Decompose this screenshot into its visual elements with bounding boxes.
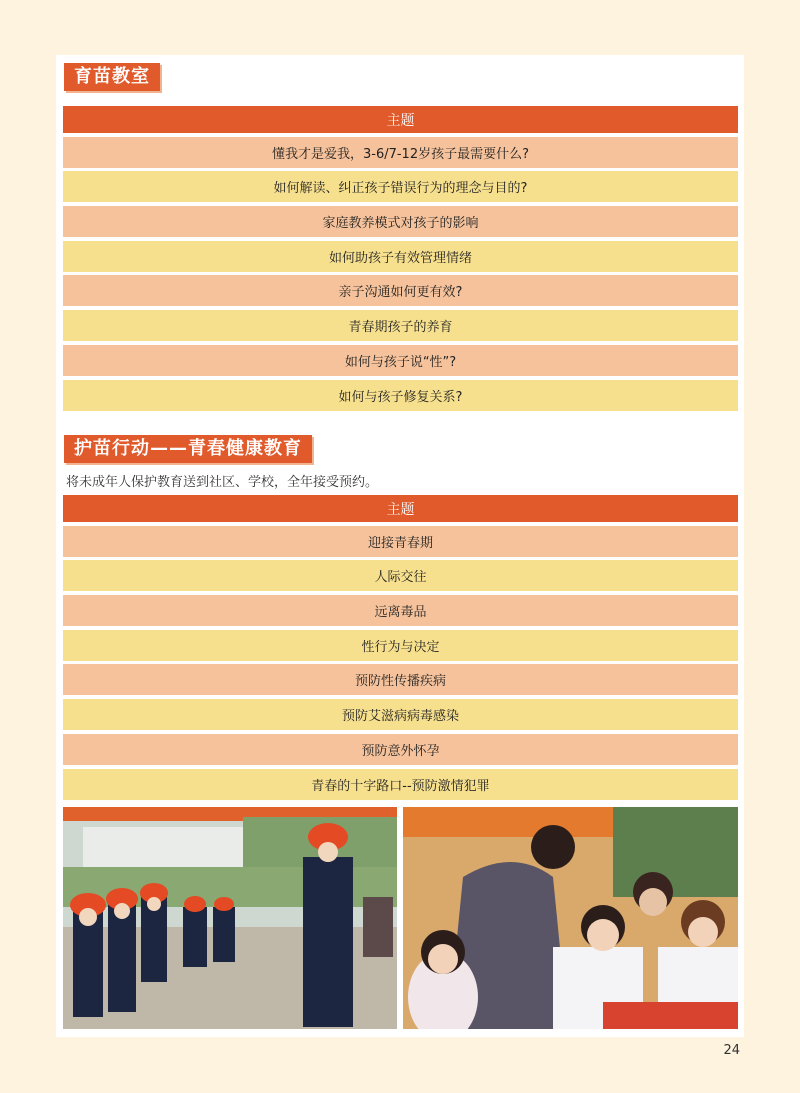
table-row: 亲子沟通如何更有效?	[63, 275, 738, 306]
page-number: 24	[723, 1043, 740, 1058]
table-row: 如何解读、纠正孩子错误行为的理念与目的?	[63, 171, 738, 202]
page-sheet	[56, 55, 744, 1037]
section2-title: 护苗行动——青春健康教育	[64, 435, 312, 463]
section1-title: 育苗教室	[64, 63, 160, 91]
table-row: 如何与孩子说“性”?	[63, 345, 738, 376]
table-row: 青春的十字路口--预防激情犯罪	[63, 769, 738, 800]
table-row: 如何与孩子修复关系?	[63, 380, 738, 411]
section2-table	[63, 495, 738, 803]
table-row: 预防艾滋病病毒感染	[63, 699, 738, 730]
table-row: 迎接青春期	[63, 526, 738, 557]
section1-table-header: 主题	[63, 106, 738, 133]
table-row: 家庭教养模式对孩子的影响	[63, 206, 738, 237]
table-row: 懂我才是爱我，3-6/7-12岁孩子最需要什么?	[63, 137, 738, 168]
table-row: 性行为与决定	[63, 630, 738, 661]
section2-intro: 将未成年人保护教育送到社区、学校，全年接受预约。	[66, 475, 379, 490]
table-row: 人际交往	[63, 560, 738, 591]
table-row: 预防意外怀孕	[63, 734, 738, 765]
table-row: 如何助孩子有效管理情绪	[63, 241, 738, 272]
section1-table	[63, 106, 738, 414]
table-row: 预防性传播疾病	[63, 664, 738, 695]
table-row: 青春期孩子的养育	[63, 310, 738, 341]
fire-safety-photo	[63, 807, 397, 1029]
table-row: 远离毒品	[63, 595, 738, 626]
section2-table-header: 主题	[63, 495, 738, 522]
doctor-play-photo	[403, 807, 738, 1029]
